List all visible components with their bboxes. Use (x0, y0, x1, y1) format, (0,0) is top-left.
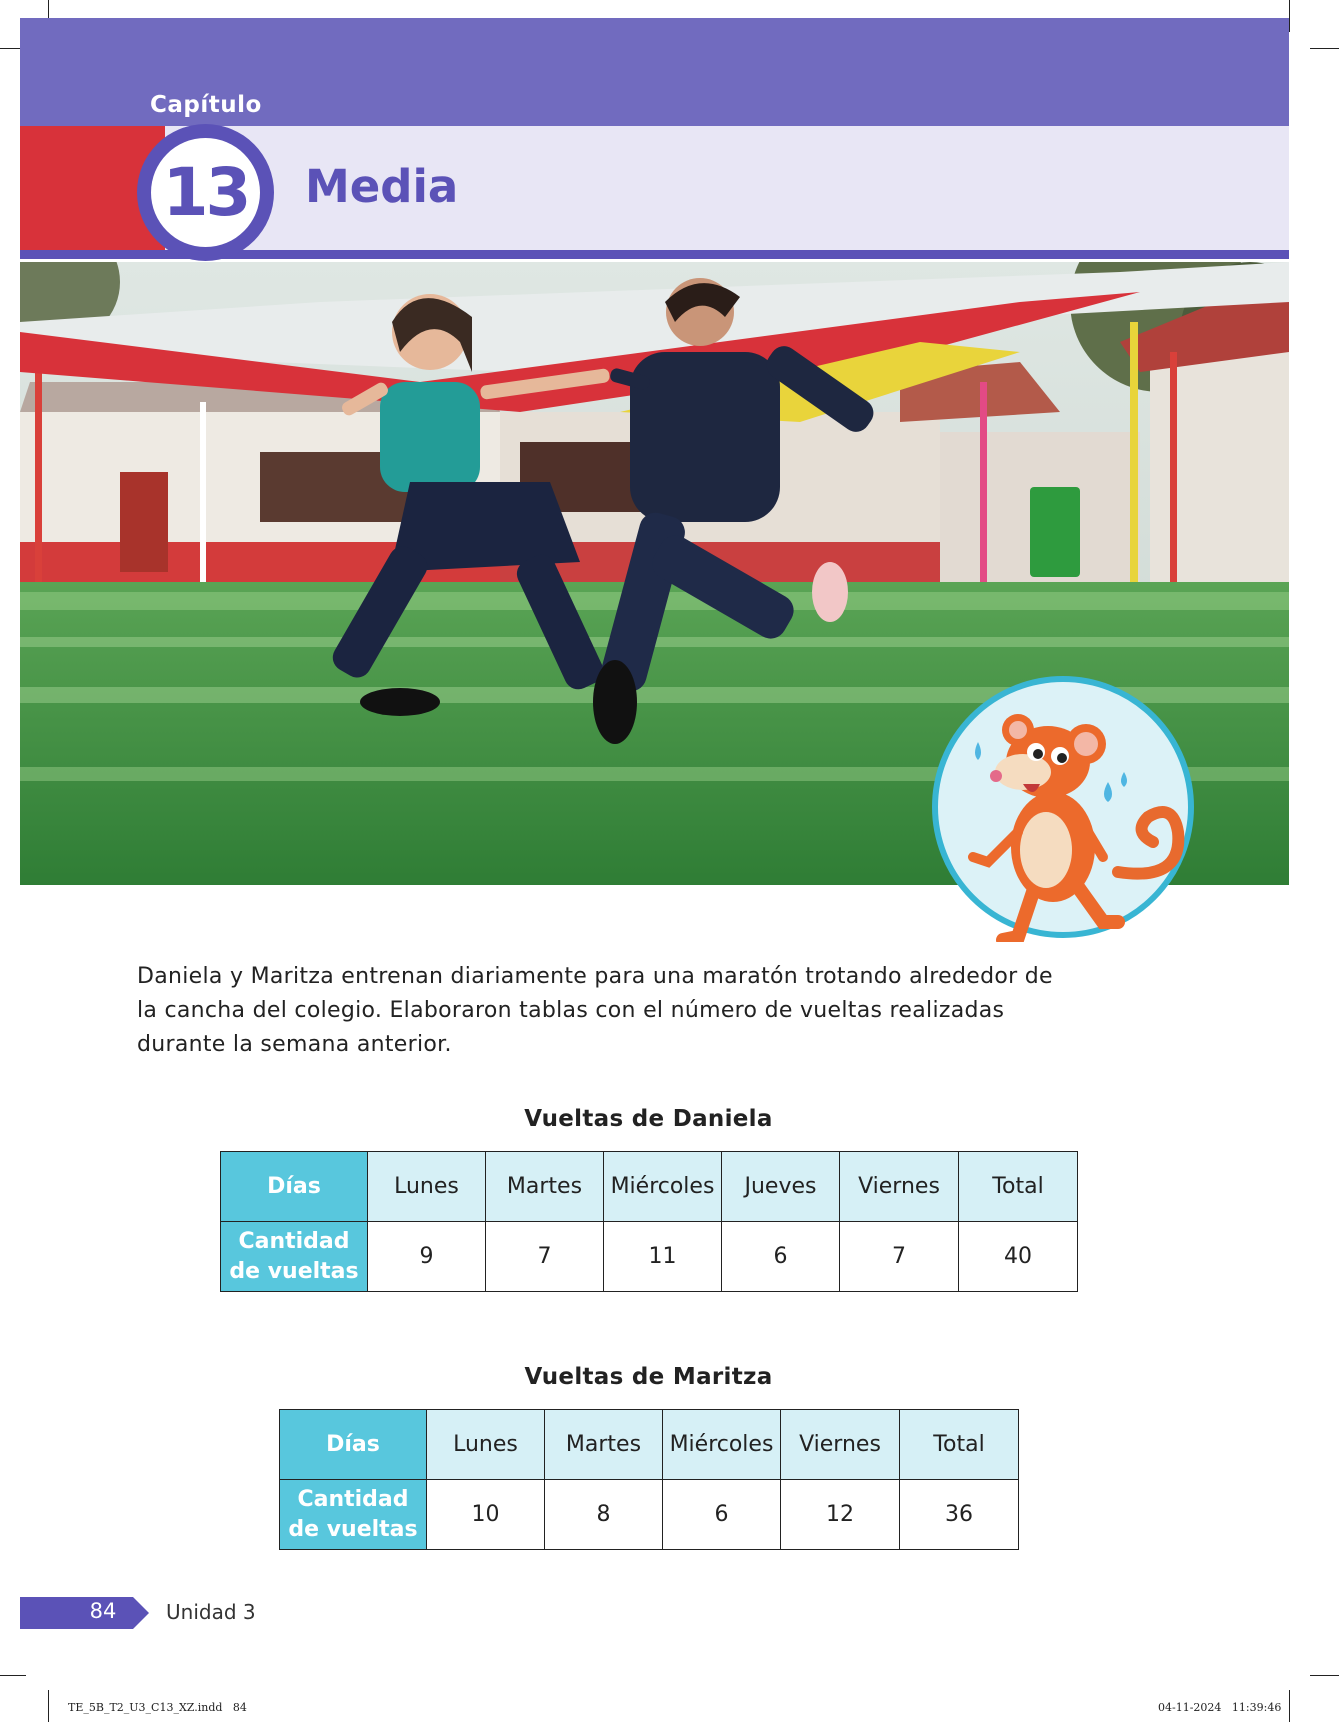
day-cell: Martes (545, 1410, 663, 1480)
chapter-label: Capítulo (150, 92, 262, 118)
opossum-mascot-icon (928, 672, 1198, 942)
table-row (221, 1152, 1078, 1222)
table-title-daniela: Vueltas de Daniela (524, 1106, 773, 1132)
row-header-count: Cantidad de vueltas (221, 1222, 368, 1292)
value-cell: 11 (604, 1222, 722, 1292)
day-cell: Jueves (722, 1152, 840, 1222)
crop-mark (1289, 0, 1290, 32)
value-cell: 6 (722, 1222, 840, 1292)
chapter-title: Media (305, 160, 459, 213)
day-cell: Lunes (427, 1410, 545, 1480)
crop-mark (1310, 1675, 1339, 1676)
total-value-cell: 36 (900, 1480, 1019, 1550)
opossum-mascot (928, 672, 1198, 942)
table-title-maritza: Vueltas de Maritza (524, 1364, 773, 1390)
table-maritza (279, 1409, 1019, 1550)
row-header-count: Cantidad de vueltas (280, 1480, 427, 1550)
page-tab-arrow-icon (133, 1597, 149, 1629)
total-value-cell: 40 (959, 1222, 1078, 1292)
value-cell: 10 (427, 1480, 545, 1550)
value-cell: 9 (368, 1222, 486, 1292)
crop-mark (1310, 48, 1339, 49)
chapter-number: 13 (151, 138, 260, 247)
total-header-cell: Total (900, 1410, 1019, 1480)
row-header-days: Días (280, 1410, 427, 1480)
day-cell: Viernes (781, 1410, 900, 1480)
crop-mark (48, 1690, 49, 1722)
slug-file: TE_5B_T2_U3_C13_XZ.indd 84 (68, 1701, 247, 1714)
value-cell: 6 (663, 1480, 781, 1550)
value-cell: 7 (486, 1222, 604, 1292)
crop-mark (0, 1675, 26, 1676)
total-header-cell: Total (959, 1152, 1078, 1222)
crop-mark (1289, 1690, 1290, 1722)
table-row (280, 1480, 1019, 1550)
intro-paragraph: Daniela y Maritza entrenan diariamente para una maratón trotando alrededor de la cancha del colegio. Elaboraron tablas con el número de vueltas realizadas durante la semana anterior. (137, 964, 1053, 1057)
value-cell: 7 (840, 1222, 959, 1292)
table-row (221, 1222, 1078, 1292)
day-cell: Martes (486, 1152, 604, 1222)
slug-date: 04-11-2024 11:39:46 (1158, 1701, 1282, 1714)
value-cell: 8 (545, 1480, 663, 1550)
value-cell: 12 (781, 1480, 900, 1550)
day-cell: Miércoles (604, 1152, 722, 1222)
table-row (280, 1410, 1019, 1480)
table-daniela (220, 1151, 1078, 1292)
row-header-days: Días (221, 1152, 368, 1222)
page-number: 84 (89, 1599, 117, 1623)
unit-label: Unidad 3 (166, 1600, 256, 1624)
day-cell: Viernes (840, 1152, 959, 1222)
day-cell: Miércoles (663, 1410, 781, 1480)
day-cell: Lunes (368, 1152, 486, 1222)
